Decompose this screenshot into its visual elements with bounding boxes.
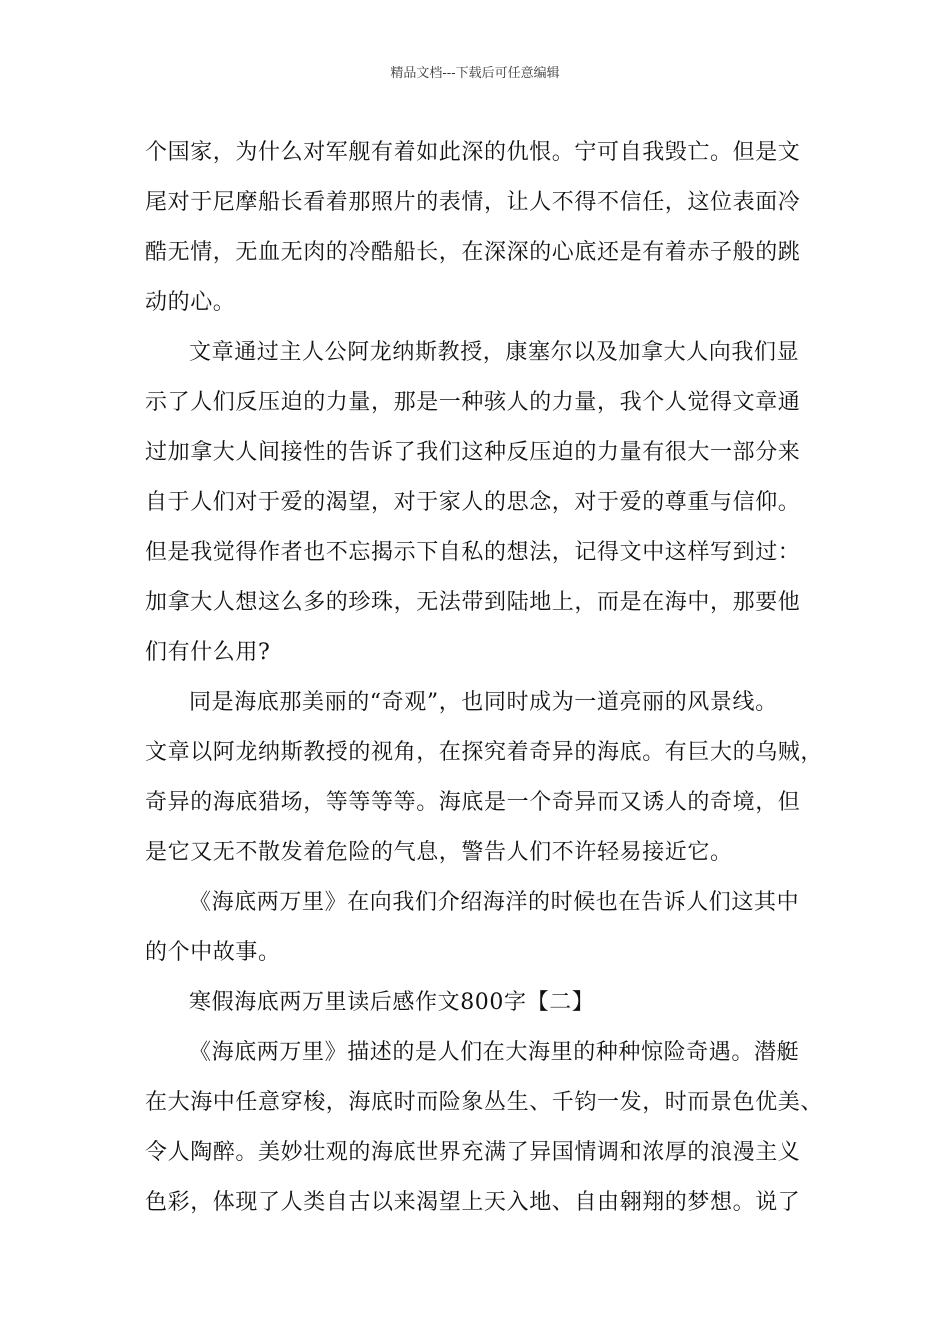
paragraph-start-line: 同是海底那美丽的“奇观”，也同时成为一道亮丽的风景线。 (189, 690, 778, 715)
text-line: 在大海中任意穿梭，海底时而险象丛生、千钧一发，时而景色优美、 (145, 1090, 824, 1115)
text-line: 尾对于尼摩船长看着那照片的表情，让人不得不信任，这位表面冷 (145, 190, 801, 215)
text-line: 酷无情，无血无肉的冷酷船长，在深深的心底还是有着赤子般的跳 (145, 240, 801, 265)
text-line: 自于人们对于爱的渴望，对于家人的思念，对于爱的尊重与信仰。 (145, 490, 801, 515)
text-line: 色彩，体现了人类自古以来渴望上天入地、自由翱翔的梦想。说了 (145, 1190, 801, 1215)
text-line: 奇异的海底猎场，等等等等。海底是一个奇异而又诱人的奇境，但 (145, 790, 801, 815)
section-heading: 寒假海底两万里读后感作文800字【二】 (189, 990, 595, 1015)
text-line: 是它又无不散发着危险的气息，警告人们不许轻易接近它。 (145, 840, 733, 865)
text-line: 加拿大人想这么多的珍珠，无法带到陆地上，而是在海中，那要他 (145, 590, 801, 615)
text-line: 但是我觉得作者也不忘揭示下自私的想法，记得文中这样写到过： (145, 540, 801, 565)
paragraph-start-line: 《海底两万里》描述的是人们在大海里的种种惊险奇遇。潜艇 (189, 1040, 800, 1065)
document-body (145, 133, 835, 1233)
text-line: 动的心。 (145, 290, 236, 315)
text-line: 示了人们反压迫的力量，那是一种骇人的力量，我个人觉得文章通 (145, 390, 801, 415)
text-line: 的个中故事。 (145, 940, 281, 965)
paragraph-start-line: 《海底两万里》在向我们介绍海洋的时候也在告诉人们这其中 (189, 890, 800, 915)
page-header: 精品文档---下载后可任意编辑 (390, 66, 560, 81)
text-line: 们有什么用? (145, 640, 271, 665)
paragraph-start-line: 文章通过主人公阿龙纳斯教授，康塞尔以及加拿大人向我们显 (189, 340, 800, 365)
text-line: 过加拿大人间接性的告诉了我们这种反压迫的力量有很大一部分来 (145, 440, 801, 465)
text-line: 文章以阿龙纳斯教授的视角，在探究着奇异的海底。有巨大的乌贼， (145, 740, 824, 765)
text-line: 个国家，为什么对军舰有着如此深的仇恨。宁可自我毁亡。但是文 (145, 140, 801, 165)
text-line: 令人陶醉。美妙壮观的海底世界充满了异国情调和浓厚的浪漫主义 (145, 1140, 801, 1165)
